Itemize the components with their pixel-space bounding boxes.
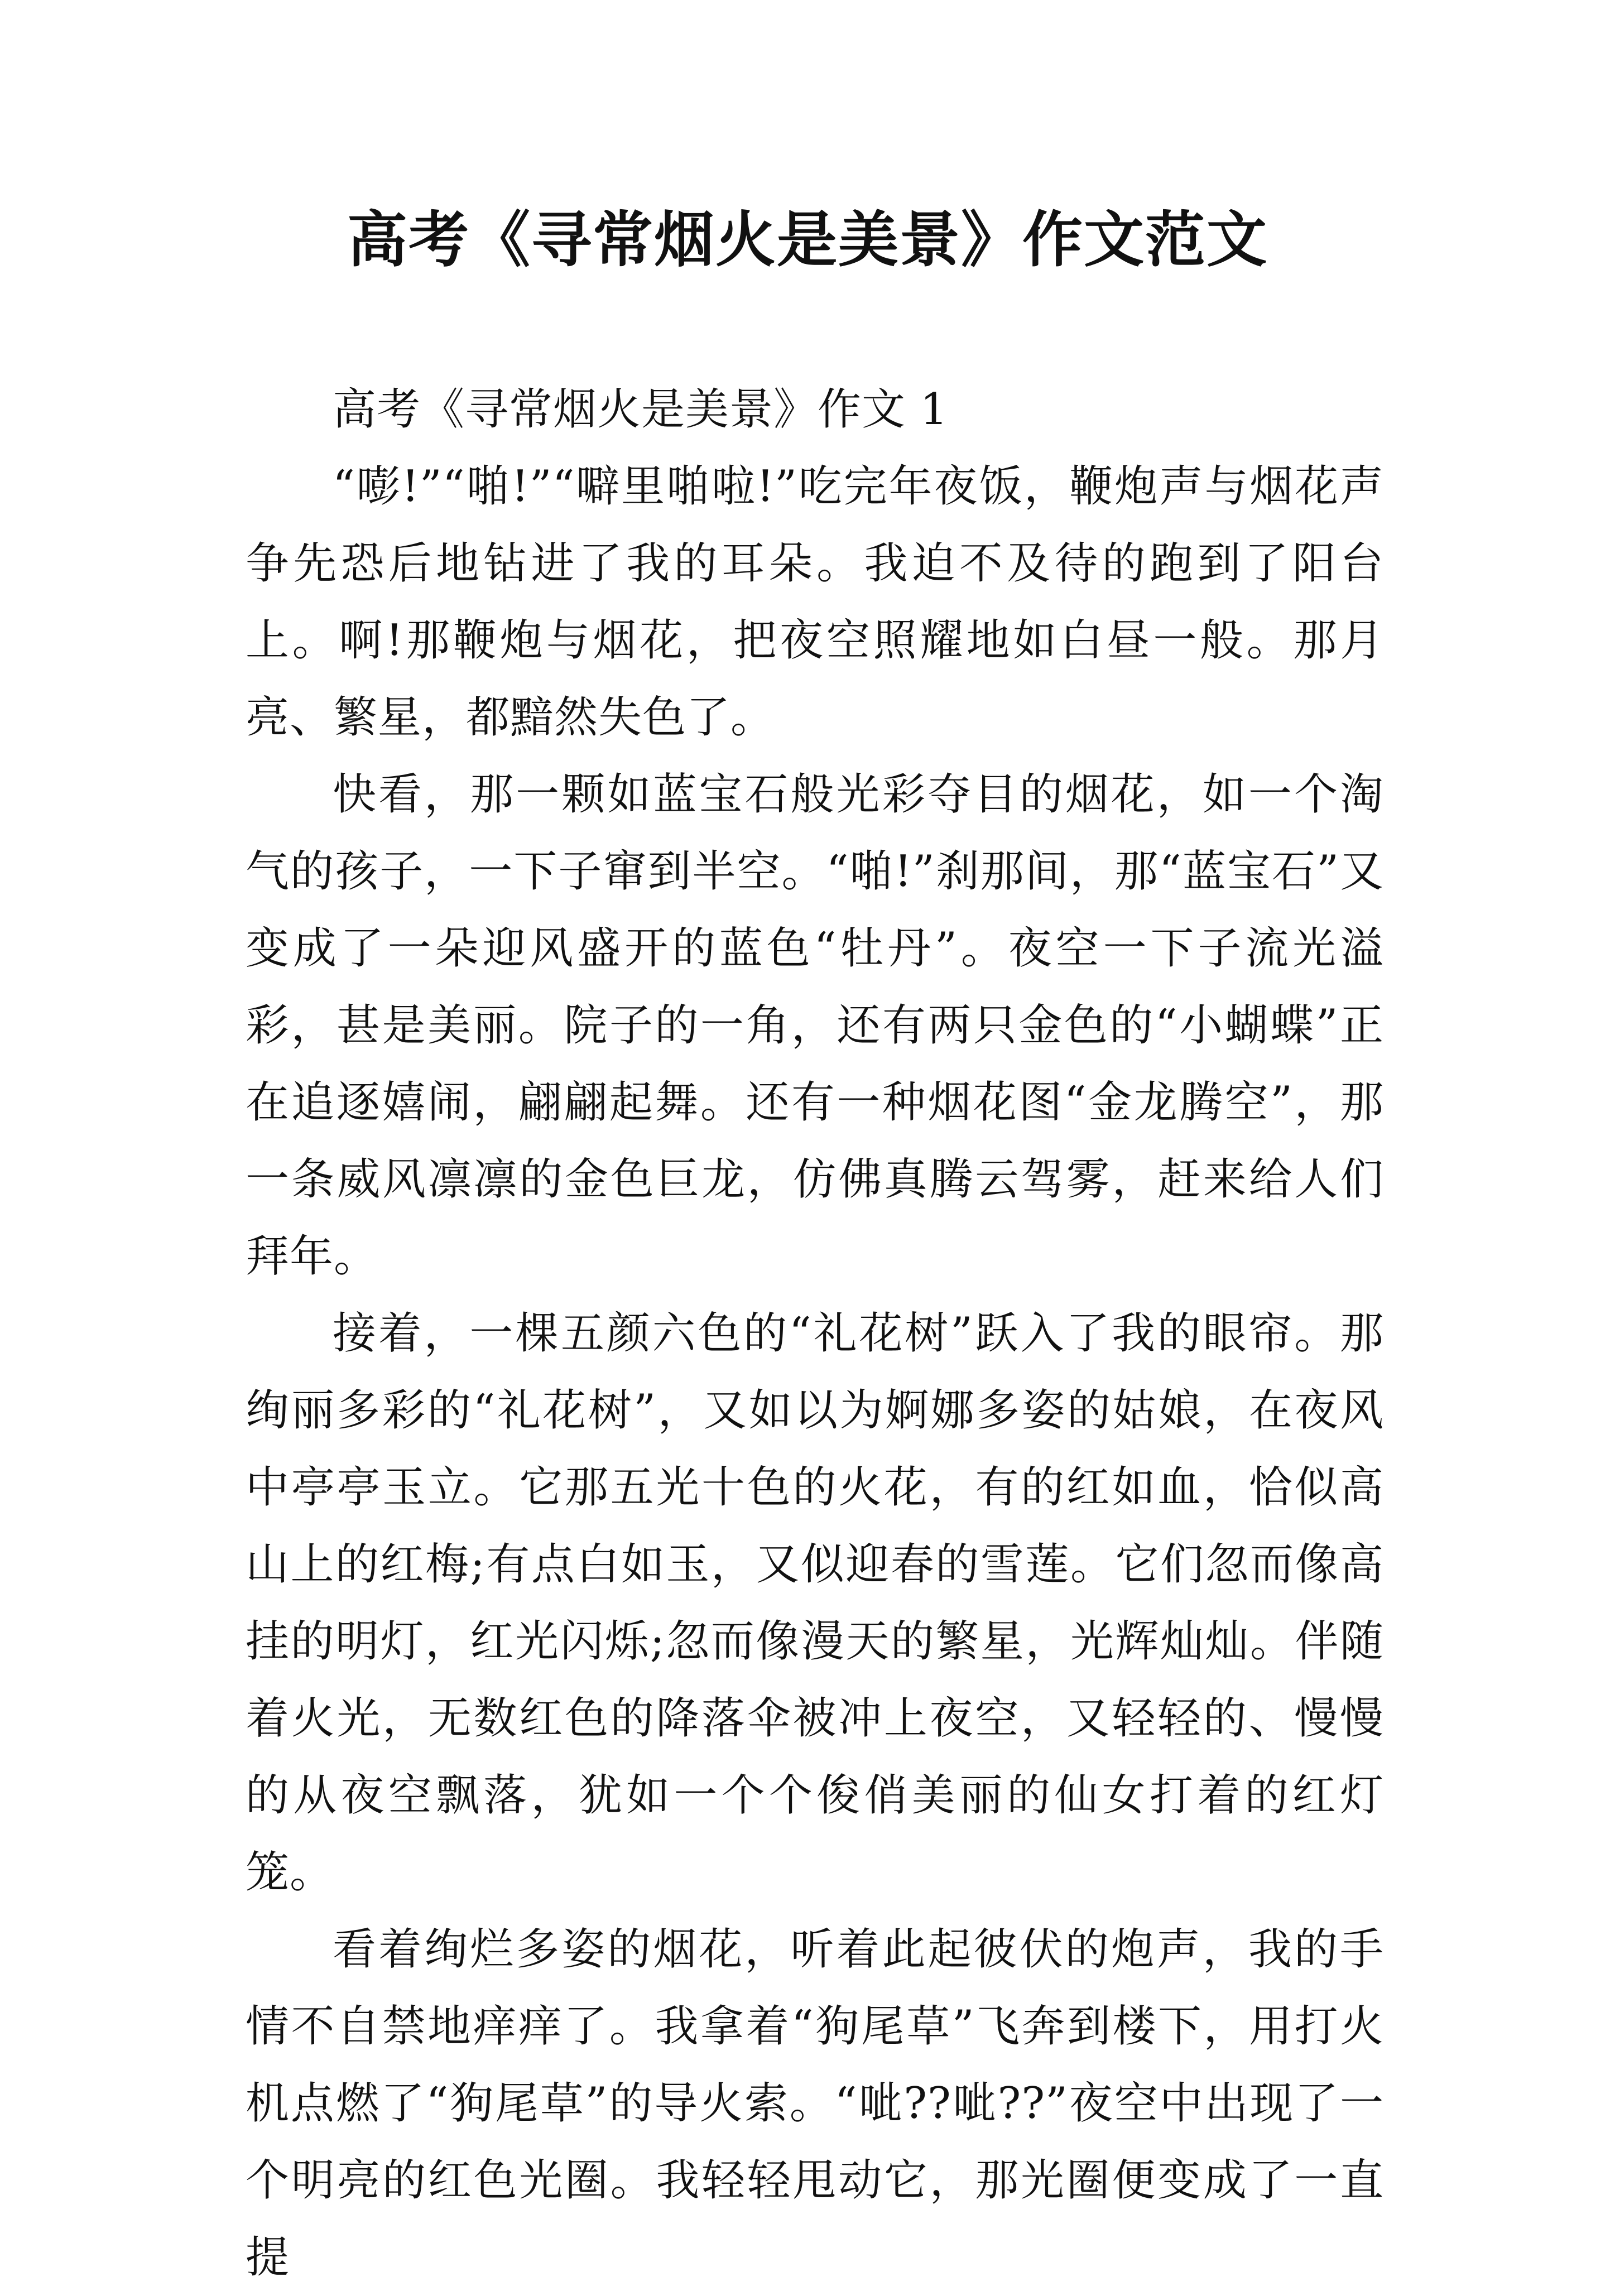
paragraph-1: “嘭!”“啪!”“噼里啪啦!”吃完年夜饭，鞭炮声与烟花声争先恐后地钻进了我的耳朵。我迫不及待的跑到了阳台上。啊!那鞭炮与烟花，把夜空照耀地如白昼一般。那月亮、繁星，都黯然失色了。 bbox=[246, 461, 1384, 743]
paragraph-3: 接着，一棵五颜六色的“礼花树”跃入了我的眼帘。那绚丽多彩的“礼花树”，又如以为婀娜多姿的姑娘，在夜风中亭亭玉立。它那五光十色的火花，有的红如血，恰似高山上的红梅;有点白如玉，又似迎春的雪莲。它们忽而像高挂的明灯，红光闪烁;忽而像漫天的繁星，光辉灿灿。伴随着火光，无数红色的降落伞被冲上夜空，又轻轻的、慢慢的从夜空飘落，犹如一个个俊俏美丽的仙女打着的红灯笼。 bbox=[246, 1308, 1384, 1898]
document-title: 高考《寻常烟火是美景》作文范文 bbox=[347, 205, 1268, 275]
paragraph-4: 看着绚烂多姿的烟花，听着此起彼伏的炮声，我的手情不自禁地痒痒了。我拿着“狗尾草”飞奔到楼下，用打火机点燃了“狗尾草”的导火索。“呲??呲??”夜空中出现了一个明亮的红色光圈。我轻轻甩动它，那光圈便变成了一直提 bbox=[246, 1924, 1384, 2283]
document-body bbox=[246, 371, 1384, 2296]
section-heading: 高考《寻常烟火是美景》作文 1 bbox=[333, 384, 949, 435]
paragraph-2: 快看，那一颗如蓝宝石般光彩夺目的烟花，如一个淘气的孩子，一下子窜到半空。“啪!”刹那间，那“蓝宝石”又变成了一朵迎风盛开的蓝色“牡丹”。夜空一下子流光溢彩，甚是美丽。院子的一角，还有两只金色的“小蝴蝶”正在追逐嬉闹，翩翩起舞。还有一种烟花图“金龙腾空”，那一条威风凛凛的金色巨龙，仿佛真腾云驾雾，赶来给人们拜年。 bbox=[246, 769, 1384, 1282]
